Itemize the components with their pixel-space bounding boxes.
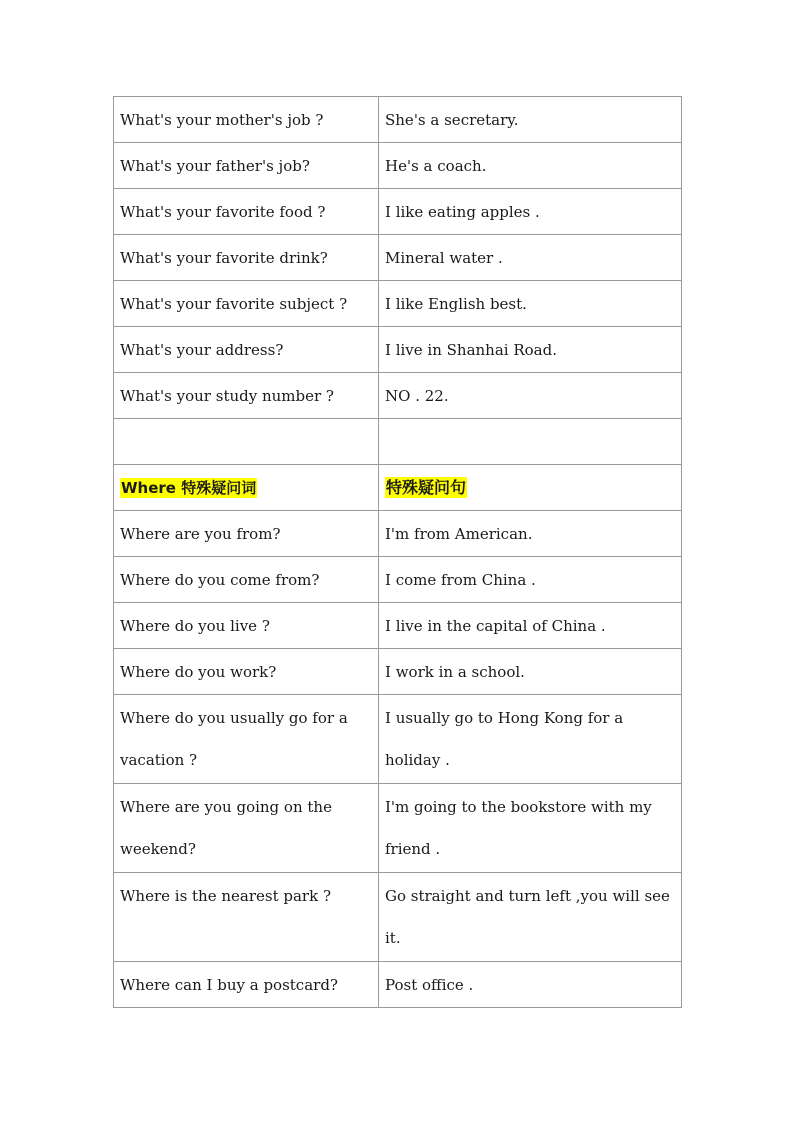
section-header-row (114, 465, 682, 511)
question-cell: Where is the nearest park ? (114, 873, 379, 962)
table-row (114, 962, 682, 1008)
answer-cell: Mineral water . (379, 235, 682, 281)
table-row (114, 603, 682, 649)
question-cell: What's your mother's job ? (114, 97, 379, 143)
section-header-left-cell (114, 465, 379, 511)
table-row (114, 97, 682, 143)
answer-cell: I live in Shanhai Road. (379, 327, 682, 373)
table-row (114, 695, 682, 784)
answer-cell: Post office . (379, 962, 682, 1008)
question-cell: What's your study number ? (114, 373, 379, 419)
table-row (114, 784, 682, 873)
question-cell: What's your father's job? (114, 143, 379, 189)
answer-cell: NO . 22. (379, 373, 682, 419)
question-cell: Where are you from? (114, 511, 379, 557)
answer-cell: I live in the capital of China . (379, 603, 682, 649)
answer-cell: I like eating apples . (379, 189, 682, 235)
table-row (114, 143, 682, 189)
question-cell: Where can I buy a postcard? (114, 962, 379, 1008)
table-row (114, 235, 682, 281)
empty-cell (114, 419, 379, 465)
question-cell: Where do you usually go for a vacation ? (114, 695, 379, 784)
table-row (114, 557, 682, 603)
table-row (114, 873, 682, 962)
section-header-right: 特殊疑问句 (386, 477, 467, 497)
answer-cell: I like English best. (379, 281, 682, 327)
table-row (114, 281, 682, 327)
answer-cell: She's a secretary. (379, 97, 682, 143)
table-row (114, 511, 682, 557)
empty-row (114, 419, 682, 465)
question-cell: Where are you going on the weekend? (114, 784, 379, 873)
question-cell: What's your favorite drink? (114, 235, 379, 281)
answer-cell: I usually go to Hong Kong for a holiday . (379, 695, 682, 784)
answer-cell: Go straight and turn left ,you will see it. (379, 873, 682, 962)
answer-cell: I'm from American. (379, 511, 682, 557)
question-cell: Where do you come from? (114, 557, 379, 603)
empty-cell (379, 419, 682, 465)
answer-cell: I come from China . (379, 557, 682, 603)
answer-cell: I work in a school. (379, 649, 682, 695)
section-header-right-cell (379, 465, 682, 511)
question-cell: What's your address? (114, 327, 379, 373)
answer-cell: I'm going to the bookstore with my friend . (379, 784, 682, 873)
table-row (114, 649, 682, 695)
table-row (114, 189, 682, 235)
table-row (114, 373, 682, 419)
question-answer-table (113, 96, 682, 1008)
answer-cell: He's a coach. (379, 143, 682, 189)
question-cell: Where do you live ? (114, 603, 379, 649)
section-header-left: Where 特殊疑问词 (121, 478, 257, 497)
question-cell: What's your favorite subject ? (114, 281, 379, 327)
table-row (114, 327, 682, 373)
question-cell: What's your favorite food ? (114, 189, 379, 235)
question-cell: Where do you work? (114, 649, 379, 695)
